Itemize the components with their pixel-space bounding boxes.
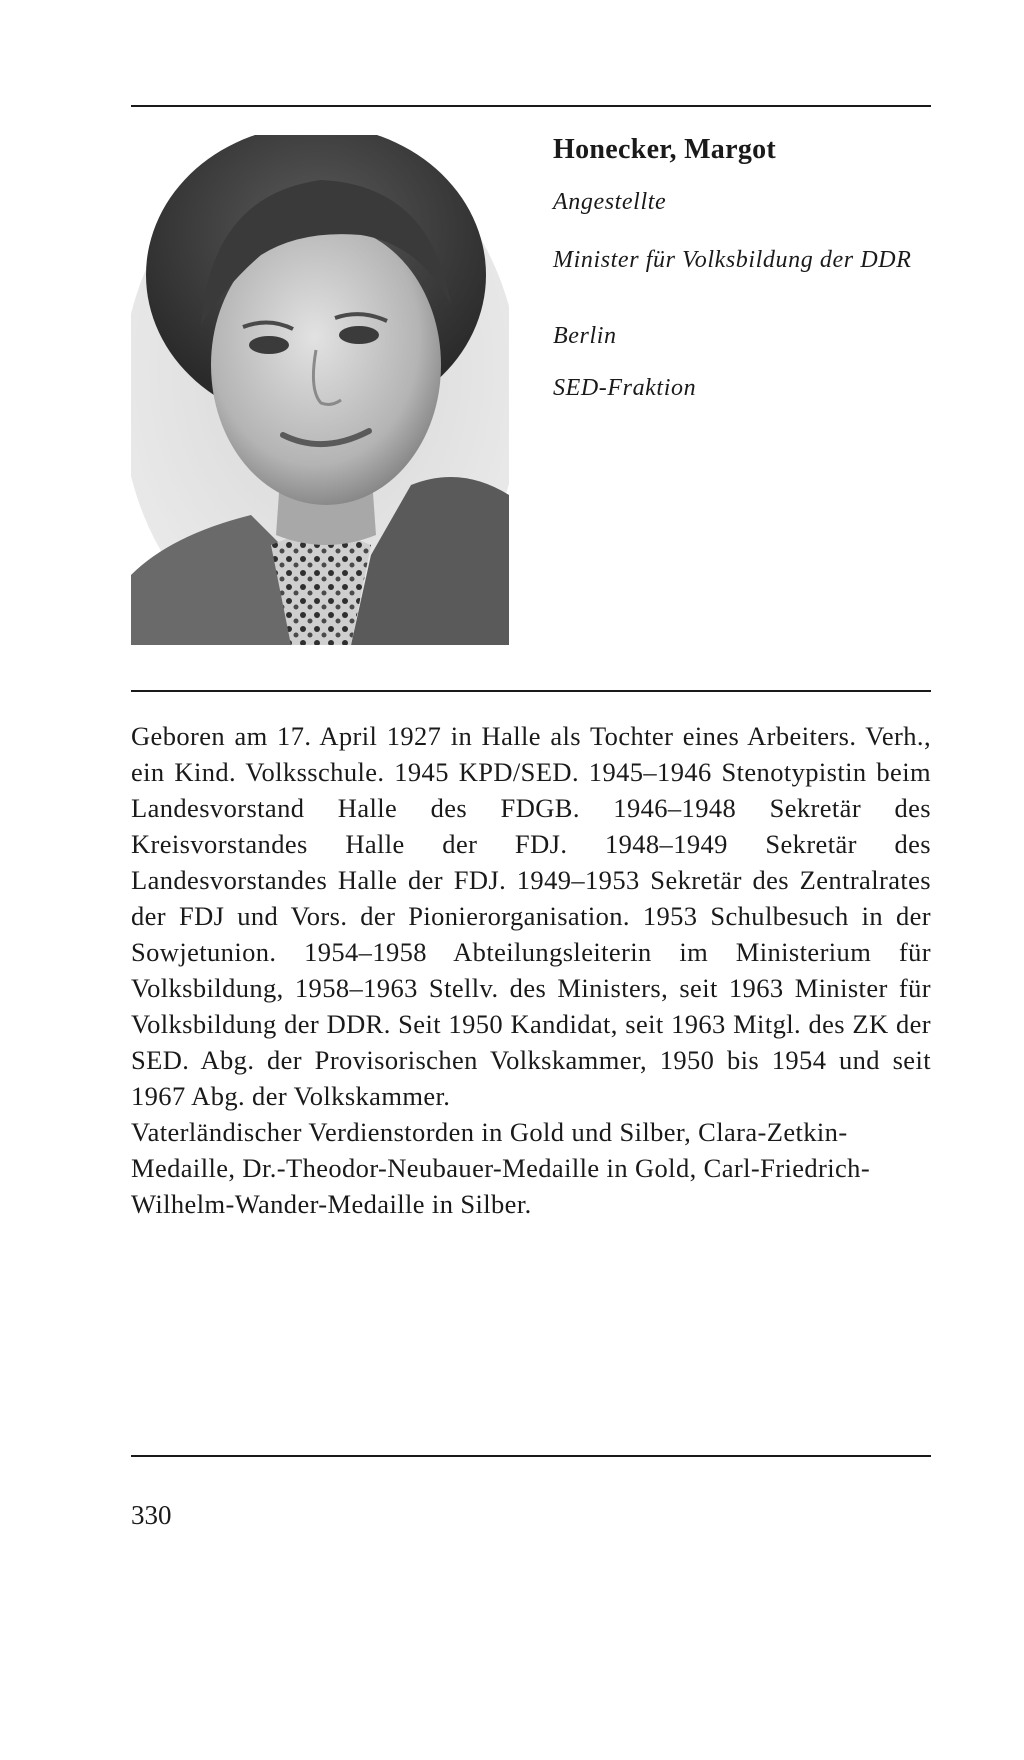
occupation: Angestellte <box>553 189 667 215</box>
middle-rule <box>131 690 931 692</box>
biography-paragraph: Geboren am 17. April 1927 in Halle als Tochter eines Arbeiters. Verh., ein Kind. Volksschule. 1945 KPD/SED. 1945–1946 Stenotypistin beim Landesvorstand Halle des FDGB. 1946–1948 Sekretär des Kreisvorstandes Halle der FDJ. 1948–1949 Sekretär des Landesvorstandes Halle der FDJ. 1949–1953 Sekretär des Zentralrates der FDJ und Vors. der Pionierorganisation. 1953 Schulbesuch in der Sowjetunion. 1954–1958 Abteilungsleiterin im Ministerium für Volksbildung, 1958–1963 Stellv. des Ministers, seit 1963 Minister für Volksbildung der DDR. Seit 1950 Kandidat, seit 1963 Mitgl. des ZK der SED. Abg. der Provisorischen Volkskammer, 1950 bis 1954 und seit 1967 Abg. der Volkskammer. <box>131 721 931 1111</box>
portrait-photo <box>131 135 509 645</box>
top-rule <box>131 105 931 107</box>
office-title: Minister für Volksbildung der DDR <box>553 247 912 273</box>
biography-text <box>131 718 931 1222</box>
parliamentary-faction: SED-Fraktion <box>553 375 697 401</box>
city: Berlin <box>553 323 617 349</box>
awards-paragraph: Vaterländischer Verdienstorden in Gold und Silber, Clara-Zetkin-Medaille, Dr.-Theodor-Neubauer-Medaille in Gold, Carl-Friedrich-Wilhelm-Wander-Medaille in Silber. <box>131 1117 871 1219</box>
person-name: Honecker, Margot <box>553 134 777 165</box>
bottom-rule <box>131 1455 931 1457</box>
page-number: 330 <box>131 1500 172 1530</box>
